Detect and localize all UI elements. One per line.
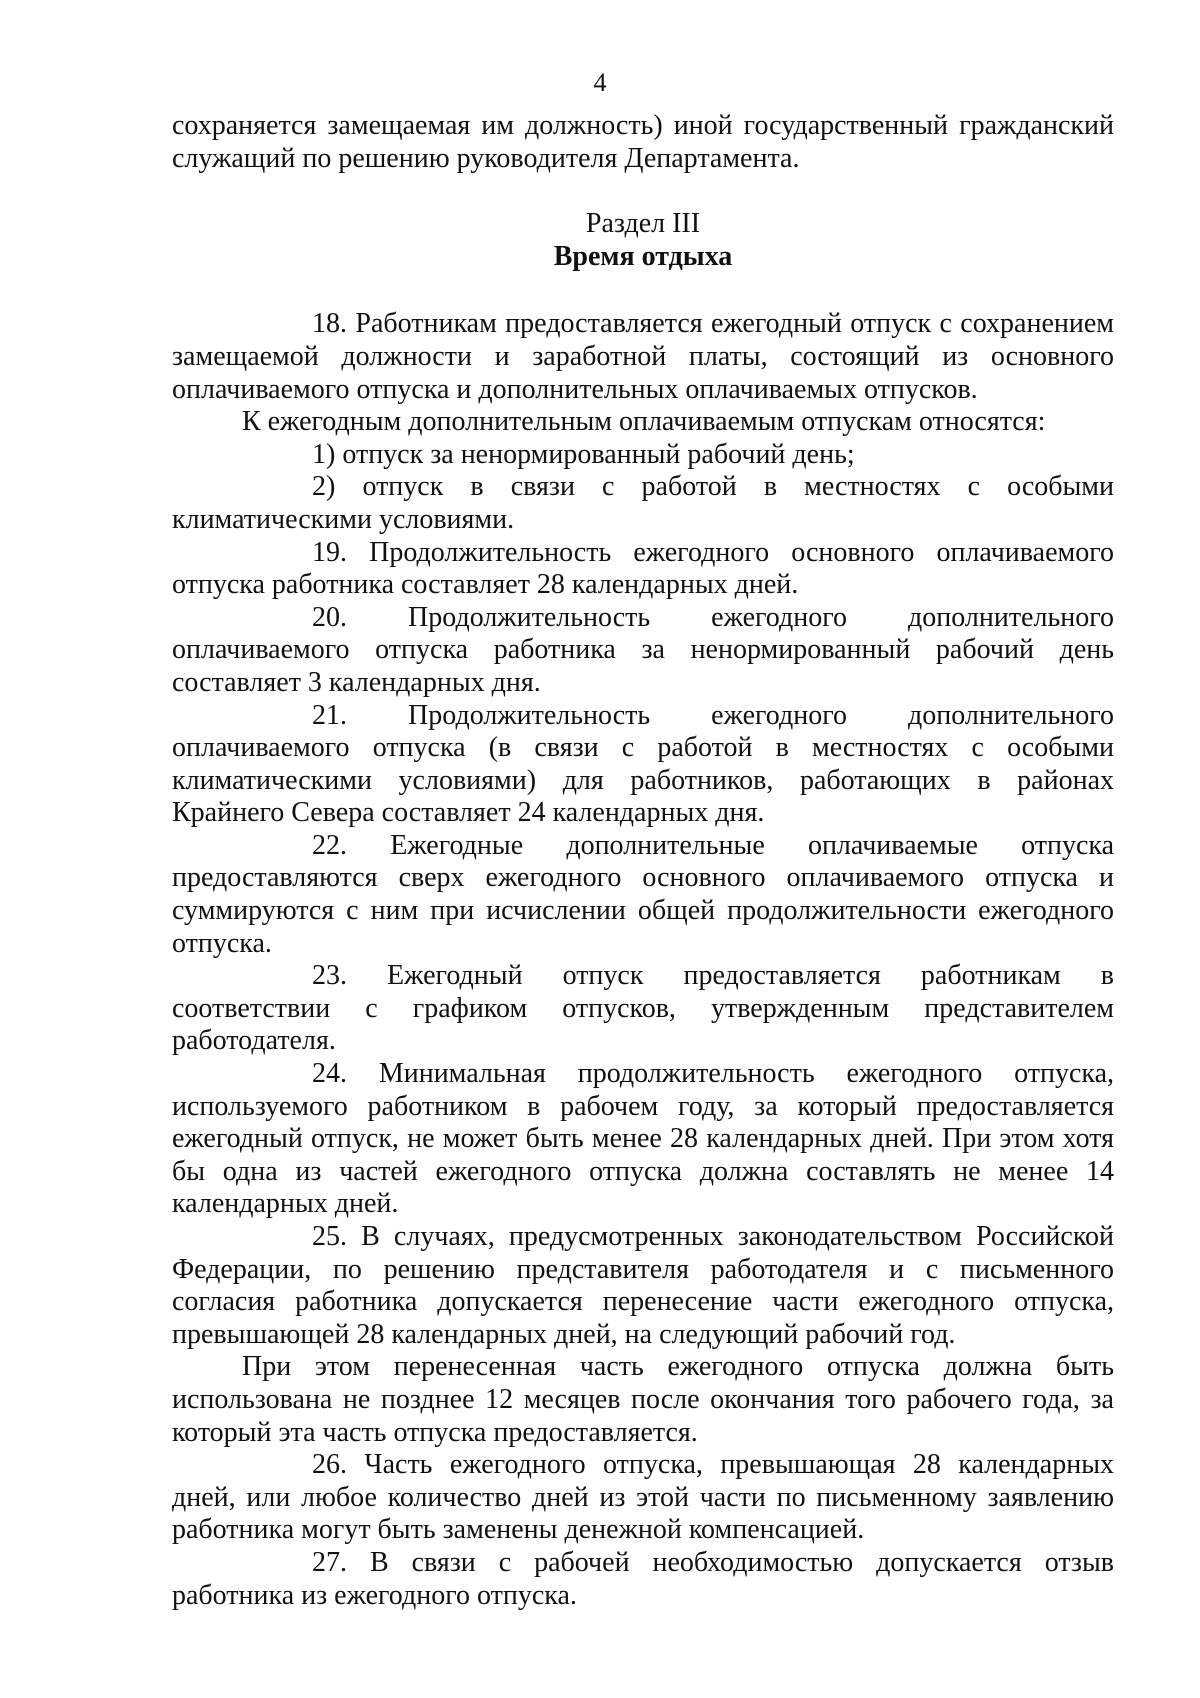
paragraph-26 (172, 1449, 1114, 1547)
section-title: Время отдыха (553, 240, 733, 272)
paragraph-label: 26. (312, 1449, 347, 1481)
paragraph-20 (172, 602, 1114, 700)
paragraph-text: Ежегодный отпуск предоставляется работникам в соответствии с графиком отпусков, утвержденным представителем работодателя. (172, 960, 1115, 1057)
paragraph-19 (172, 537, 1114, 602)
carryover-paragraph: сохраняется замещаемая им должность) иной государственный гражданский служащий по решению руководителя Департамента. (172, 110, 1114, 174)
paragraph-label: 24. (312, 1058, 347, 1090)
list-item-text: отпуск в связи с работой в местностях с особыми климатическими условиями. (172, 471, 1115, 535)
paragraph-text: Часть ежегодного отпуска, превышающая 28 календарных дней, или любое количество дней из этой части по письменному заявлению работника могут быть заменены денежной компенсацией. (172, 1449, 1115, 1546)
paragraph-text: Продолжительность ежегодного дополнительного оплачиваемого отпуска (в связи с работой в местностях с особыми климатическими условиями) для работников, работающих в районах Крайнего Севера составляет 24 календарных дня. (172, 699, 1114, 829)
paragraph-label: 19. (312, 536, 347, 568)
paragraph-23 (172, 960, 1114, 1058)
paragraph-additional-leave-intro (172, 406, 1114, 439)
paragraph-text: В связи с рабочей необходимостью допускается отзыв работника из ежегодного отпуска. (172, 1546, 1114, 1611)
paragraph-text: К ежегодным дополнительным оплачиваемым отпускам относятся: (242, 406, 1046, 438)
list-item-1 (172, 439, 1114, 472)
paragraph-21 (172, 700, 1114, 830)
paragraph-label: 21. (312, 699, 347, 731)
document-body (172, 110, 1114, 1612)
paragraph-text: Минимальная продолжительность ежегодного отпуска, используемого работником в рабочем году, за который предоставляется ежегодный отпуск, не может быть менее 28 календарных дней. При этом хотя бы одна из частей ежегодного отпуска должна составлять не менее 14 календарных дней. (172, 1058, 1114, 1220)
paragraph-label: 20. (312, 601, 347, 633)
paragraph-label: 25. (312, 1221, 347, 1252)
page-number: 4 (593, 68, 607, 97)
paragraph-label: 22. (312, 829, 347, 861)
paragraph-25-continuation (172, 1351, 1114, 1449)
list-item-label: 1) (312, 438, 336, 470)
list-item-label: 2) (312, 471, 336, 503)
section-number: Раздел III (585, 208, 701, 240)
paragraph-27 (172, 1547, 1114, 1612)
paragraph-text: Продолжительность ежегодного дополнительного оплачиваемого отпуска работника за ненормированный рабочий день составляет 3 календарных дня. (172, 601, 1114, 698)
paragraph-text: Работникам предоставляется ежегодный отпуск с сохранением замещаемой должности и заработной платы, состоящий из основного оплачиваемого отпуска и дополнительных оплачиваемых отпусков. (172, 308, 1114, 405)
paragraph-text: При этом перенесенная часть ежегодного отпуска должна быть использована не позднее 12 месяцев после окончания того рабочего года, за который эта часть отпуска предоставляется. (172, 1351, 1114, 1448)
paragraph-18 (172, 308, 1114, 406)
paragraph-label: 27. (312, 1546, 347, 1578)
list-item-text: отпуск за ненормированный рабочий день; (342, 438, 855, 470)
paragraph-text: Продолжительность ежегодного основного оплачиваемого отпуска работника составляет 28 календарных дней. (172, 536, 1115, 601)
paragraph-25 (172, 1221, 1114, 1351)
paragraph-label: 18. (312, 308, 347, 340)
paragraph-label: 23. (312, 960, 347, 992)
paragraph-22 (172, 830, 1114, 960)
section-heading (172, 208, 1114, 273)
paragraph-text: Ежегодные дополнительные оплачиваемые отпуска предоставляются сверх ежегодного основного оплачиваемого отпуска и суммируются с ним при исчислении общей продолжительности ежегодного отпуска. (172, 829, 1115, 959)
paragraph-24 (172, 1058, 1114, 1221)
list-item-2 (172, 471, 1114, 536)
paragraph-text: В случаях, предусмотренных законодательством Российской Федерации, по решению представителя работодателя и с письменного согласия работника допускается перенесение части ежегодного отпуска, превышающей 28 календарных дней, на следующий рабочий год. (172, 1221, 1115, 1350)
